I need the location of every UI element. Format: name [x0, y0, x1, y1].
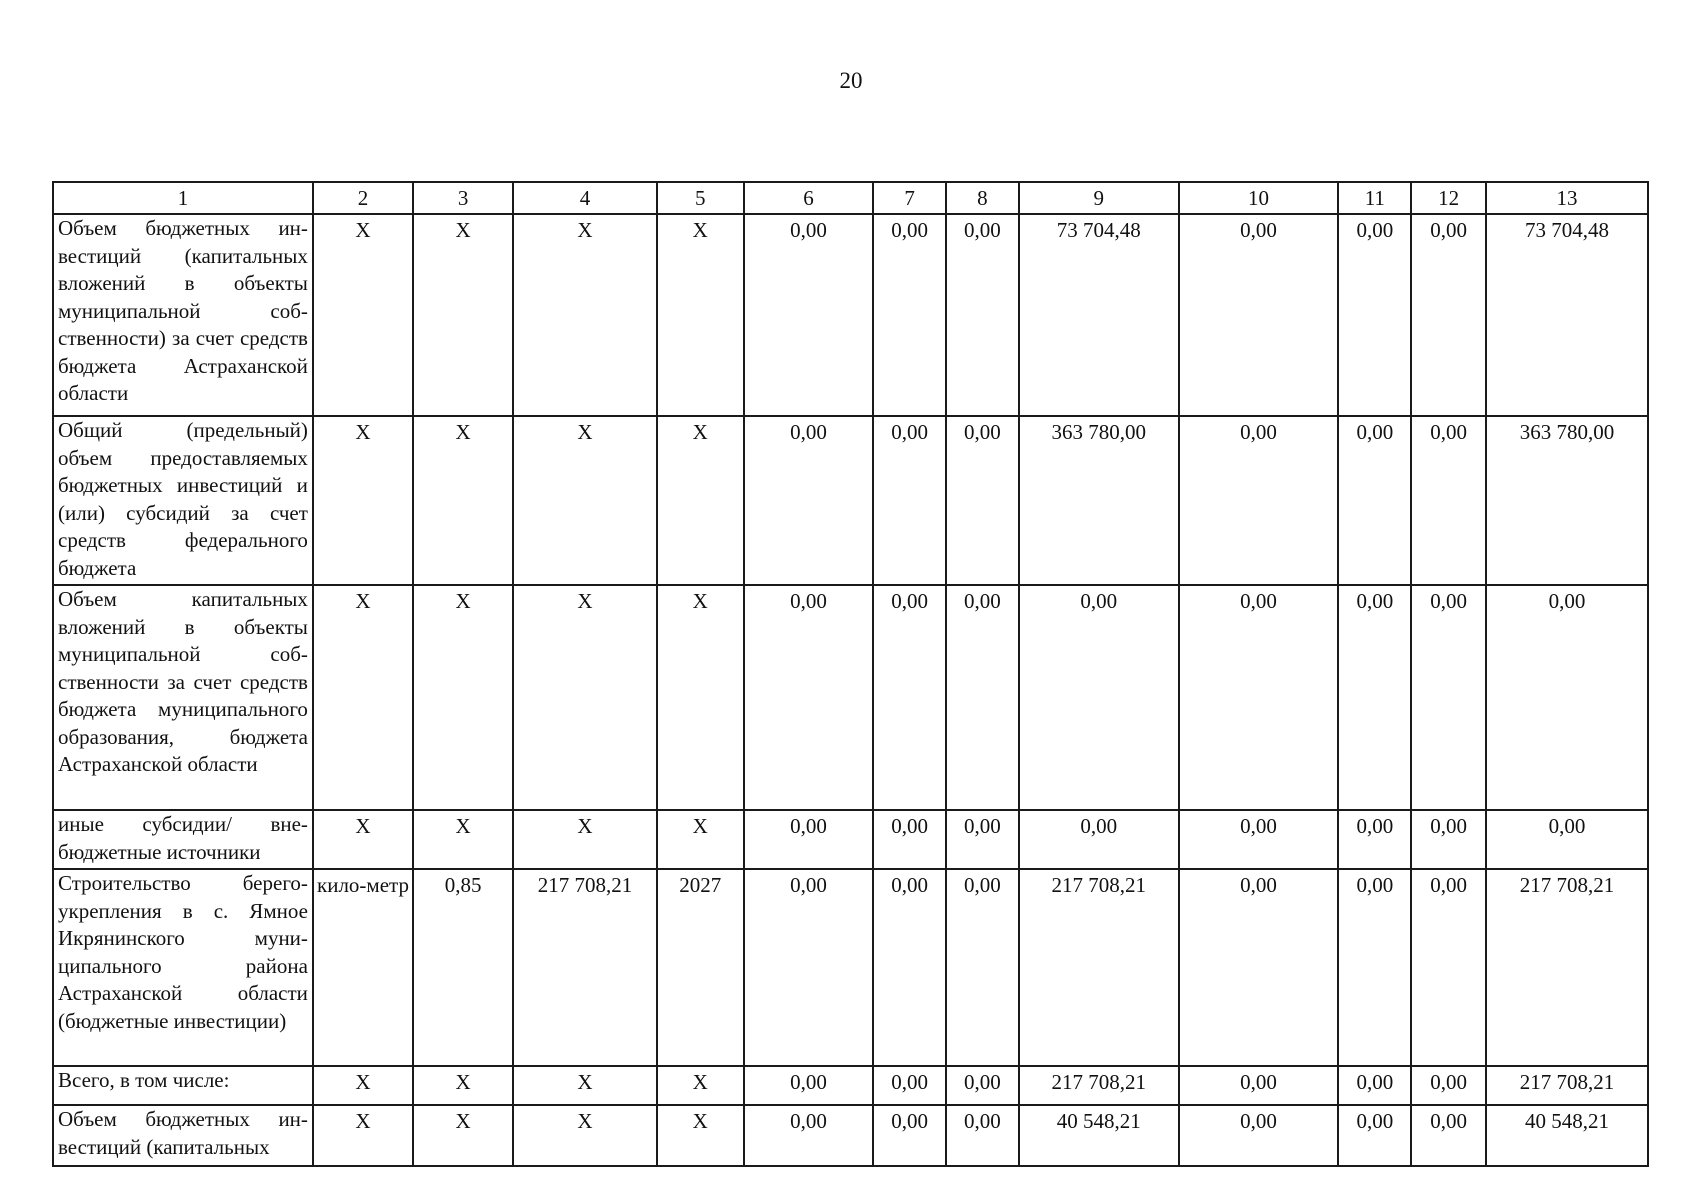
table-cell: 0,00 — [873, 585, 946, 810]
table-cell: 0,00 — [1338, 869, 1411, 1066]
table-cell: X — [657, 1105, 744, 1166]
table-cell: X — [313, 810, 413, 869]
table-cell: 0,00 — [873, 810, 946, 869]
table-cell: 0,00 — [1338, 585, 1411, 810]
row-description: Объем капитальных вложений в объекты муниципальной собственности за счет средств бюджета муниципального образования, бюджета Астраханской области — [53, 585, 313, 810]
table-cell: 217 708,21 — [1486, 869, 1648, 1066]
table-cell: 0,00 — [1338, 416, 1411, 585]
table-cell: X — [313, 585, 413, 810]
column-number: 12 — [1411, 182, 1486, 214]
table-row — [53, 585, 1648, 810]
table-cell: X — [413, 214, 513, 416]
column-number: 9 — [1019, 182, 1179, 214]
table-cell: 0,00 — [1179, 1066, 1339, 1105]
table-cell: X — [513, 1105, 657, 1166]
table-cell: 0,00 — [873, 214, 946, 416]
table-cell: X — [413, 585, 513, 810]
table-row — [53, 810, 1648, 869]
table-cell: 0,00 — [946, 416, 1019, 585]
table-cell: 0,00 — [1019, 810, 1179, 869]
table-cell: 0,00 — [1411, 1105, 1486, 1166]
table-cell: 0,00 — [1411, 1066, 1486, 1105]
table-cell: 217 708,21 — [513, 869, 657, 1066]
row-description: Всего, в том числе: — [53, 1066, 313, 1105]
column-number: 5 — [657, 182, 744, 214]
table-cell: 0,00 — [946, 585, 1019, 810]
table-cell: 0,00 — [946, 1066, 1019, 1105]
table-cell: 0,00 — [1411, 869, 1486, 1066]
table-cell: X — [513, 810, 657, 869]
column-number: 7 — [873, 182, 946, 214]
table-row — [53, 214, 1648, 416]
table-cell: X — [657, 214, 744, 416]
table-cell: 363 780,00 — [1019, 416, 1179, 585]
table-cell: 0,00 — [946, 810, 1019, 869]
table-cell: 0,00 — [744, 1105, 873, 1166]
row-description: Объем бюджетных инвестиций (капитальных вложений в объекты муниципальной собственности) за счет средств бюджета Астраханской области — [53, 214, 313, 416]
table-cell: X — [657, 585, 744, 810]
table-cell: 217 708,21 — [1486, 1066, 1648, 1105]
table-cell: 0,00 — [1179, 869, 1339, 1066]
table-row — [53, 416, 1648, 585]
column-number-row — [53, 182, 1648, 214]
table-cell: 0,85 — [413, 869, 513, 1066]
table-cell: X — [313, 1105, 413, 1166]
table-cell: 0,00 — [1411, 214, 1486, 416]
table-cell: X — [413, 1105, 513, 1166]
column-number: 6 — [744, 182, 873, 214]
table-cell: 0,00 — [1179, 214, 1339, 416]
table-cell: 0,00 — [873, 416, 946, 585]
table-row — [53, 1105, 1648, 1166]
table-cell: X — [513, 416, 657, 585]
table-cell: 0,00 — [946, 214, 1019, 416]
column-number: 2 — [313, 182, 413, 214]
column-number: 11 — [1338, 182, 1411, 214]
table-cell: 217 708,21 — [1019, 1066, 1179, 1105]
table-cell: 363 780,00 — [1486, 416, 1648, 585]
table-cell: 0,00 — [1411, 585, 1486, 810]
table-cell: X — [657, 1066, 744, 1105]
table-cell: 217 708,21 — [1019, 869, 1179, 1066]
table-cell: 0,00 — [1179, 585, 1339, 810]
column-number: 13 — [1486, 182, 1648, 214]
column-number: 10 — [1179, 182, 1339, 214]
table-cell: 0,00 — [873, 1066, 946, 1105]
table-cell: 0,00 — [744, 869, 873, 1066]
row-description: иные субсидии/ внебюджетные источники — [53, 810, 313, 869]
page-number: 20 — [839, 68, 863, 93]
budget-table — [52, 181, 1649, 1167]
table-cell: 0,00 — [1019, 585, 1179, 810]
table-cell: 0,00 — [1179, 1105, 1339, 1166]
table-cell: 0,00 — [1411, 810, 1486, 869]
table-cell: 0,00 — [744, 810, 873, 869]
row-description: Объем бюджетных инвестиций (капитальных — [53, 1105, 313, 1166]
table-cell: 73 704,48 — [1486, 214, 1648, 416]
table-row — [53, 869, 1648, 1066]
table-cell: 0,00 — [1411, 416, 1486, 585]
table-cell: 2027 — [657, 869, 744, 1066]
table-cell: 0,00 — [1486, 585, 1648, 810]
table-cell: X — [413, 416, 513, 585]
unit-cell: кило-метр — [313, 869, 413, 1066]
table-cell: 0,00 — [744, 214, 873, 416]
table-cell: 0,00 — [1338, 1066, 1411, 1105]
table-cell: X — [413, 810, 513, 869]
table-cell: 0,00 — [1179, 416, 1339, 585]
row-description: Строительство берегоукрепления в с. Ямное Икрянинского муниципального района Астраханской области (бюджетные инвестиции) — [53, 869, 313, 1066]
table-cell: 0,00 — [1338, 1105, 1411, 1166]
table-cell: 0,00 — [873, 869, 946, 1066]
table-cell: 0,00 — [744, 585, 873, 810]
table-cell: 0,00 — [1338, 214, 1411, 416]
table-cell: 0,00 — [946, 869, 1019, 1066]
column-number: 8 — [946, 182, 1019, 214]
table-cell: X — [513, 585, 657, 810]
table-cell: 0,00 — [744, 1066, 873, 1105]
table-cell: 0,00 — [946, 1105, 1019, 1166]
table-cell: X — [413, 1066, 513, 1105]
column-number: 1 — [53, 182, 313, 214]
table-cell: 73 704,48 — [1019, 214, 1179, 416]
table-cell: X — [313, 1066, 413, 1105]
table-cell: 0,00 — [873, 1105, 946, 1166]
table-cell: X — [313, 214, 413, 416]
table-cell: 40 548,21 — [1019, 1105, 1179, 1166]
table-cell: X — [657, 416, 744, 585]
table-cell: X — [513, 214, 657, 416]
table-cell: 0,00 — [1338, 810, 1411, 869]
table-row — [53, 1066, 1648, 1105]
row-description: Общий (предельный) объем предоставляемых бюджетных инвестиций и (или) субсидий за счет средств федерального бюджета — [53, 416, 313, 585]
table-cell: 0,00 — [1179, 810, 1339, 869]
table-cell: 0,00 — [744, 416, 873, 585]
column-number: 3 — [413, 182, 513, 214]
table-cell: 40 548,21 — [1486, 1105, 1648, 1166]
table-cell: X — [657, 810, 744, 869]
column-number: 4 — [513, 182, 657, 214]
table-cell: 0,00 — [1486, 810, 1648, 869]
table-cell: X — [313, 416, 413, 585]
table-cell: X — [513, 1066, 657, 1105]
